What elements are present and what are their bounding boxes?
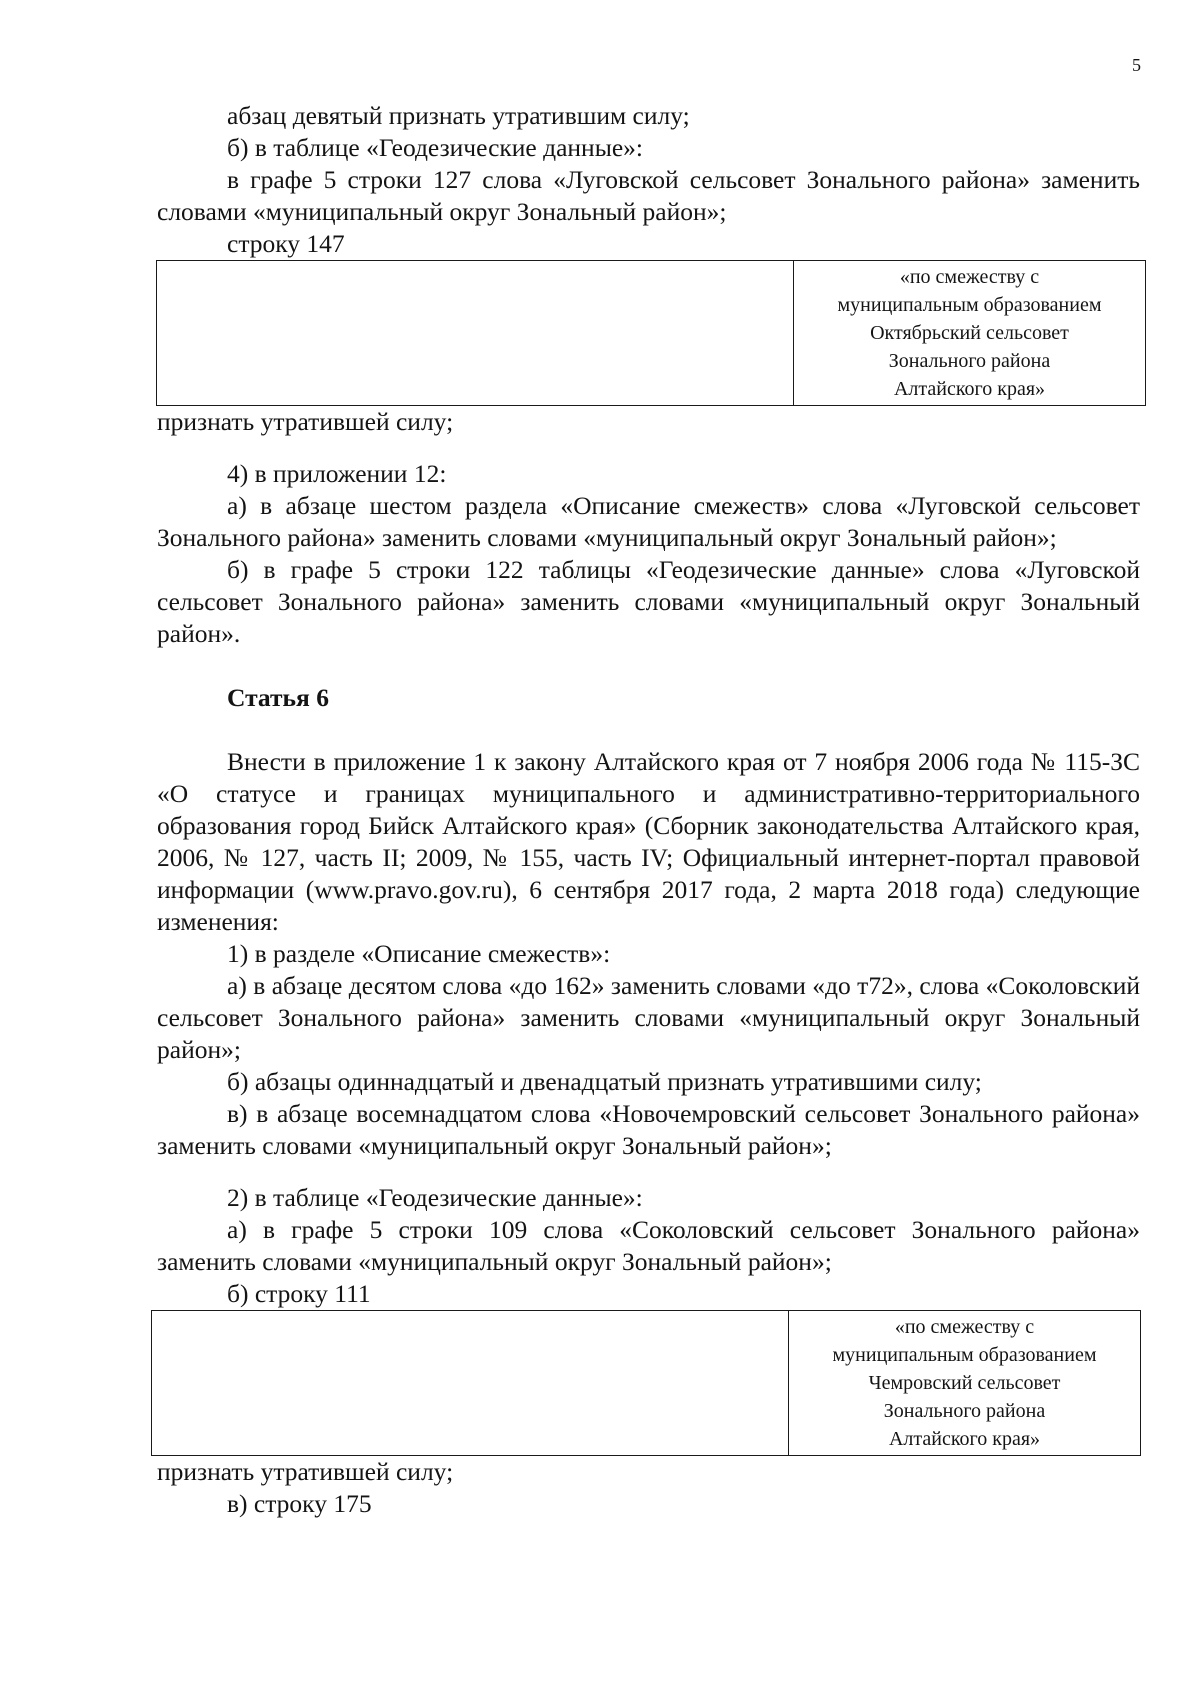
paragraph: Внести в приложение 1 к закону Алтайского края от 7 ноября 2006 года № 115-ЗС «О статусе и границах муниципального и административно-территориального образования город Бийск Алтайского края» (Сборник законодательства Алтайского края, 2006, № 127, часть II; 2009, № 155, часть IV; Официальный интернет-портал правовой информации (www.pravo.gov.ru), 6 сентября 2017 года, 2 марта 2018 года) следующие изменения:: [157, 747, 1140, 936]
table-cell-line: Зонального района: [888, 350, 1051, 372]
table-cell-line: муниципальным образованием: [837, 294, 1102, 316]
article-heading: Статья 6: [227, 683, 329, 712]
table-cell-adjacency: [794, 261, 1146, 406]
paragraph: 1) в разделе «Описание смежеств»:: [227, 939, 611, 968]
paragraph: а) в абзаце шестом раздела «Описание смежеств» слова «Луговской сельсовет Зонального района» заменить словами «муниципальный округ Зональный район»;: [157, 491, 1140, 552]
table-cell-line: Чемровский сельсовет: [868, 1372, 1061, 1394]
paragraph: 2) в таблице «Геодезические данные»:: [227, 1183, 643, 1212]
table-row-111: [151, 1310, 1141, 1456]
table-cell-line: Алтайского края»: [893, 378, 1046, 400]
paragraph: б) строку 111: [227, 1279, 371, 1308]
table-cell-line: Алтайского края»: [888, 1428, 1041, 1450]
table-cell-adjacency: [789, 1311, 1141, 1456]
page-number: 5: [1132, 55, 1141, 75]
table-cell-line: «по смежеству с: [894, 1316, 1035, 1338]
table-cell-line: «по смежеству с: [899, 266, 1040, 288]
paragraph: в) в абзаце восемнадцатом слова «Новочемровский сельсовет Зонального района» заменить словами «муниципальный округ Зональный район»;: [157, 1099, 1140, 1160]
table-cell-empty: [157, 261, 794, 406]
paragraph: 4) в приложении 12:: [227, 459, 447, 488]
paragraph: в) строку 175: [227, 1489, 372, 1518]
table-cell-line: муниципальным образованием: [832, 1344, 1097, 1366]
paragraph: в графе 5 строки 127 слова «Луговской сельсовет Зонального района» заменить словами «муниципальный округ Зональный район»;: [157, 165, 1140, 226]
table-cell-line: Октябрьский сельсовет: [870, 322, 1069, 344]
paragraph: а) в абзаце десятом слова «до 162» заменить словами «до т72», слова «Соколовский сельсовет Зонального района» заменить словами «муниципальный округ Зональный район»;: [157, 971, 1140, 1064]
paragraph: признать утратившей силу;: [157, 1457, 454, 1486]
paragraph: б) в таблице «Геодезические данные»:: [227, 133, 643, 162]
document-body: [157, 100, 1140, 1520]
paragraph: строку 147: [227, 229, 345, 258]
paragraph: абзац девятый признать утратившим силу;: [227, 101, 690, 130]
table-row-147: [156, 260, 1146, 406]
paragraph: признать утратившей силу;: [157, 407, 454, 436]
table-cell-line: Зонального района: [883, 1400, 1046, 1422]
paragraph: а) в графе 5 строки 109 слова «Соколовский сельсовет Зонального района» заменить словами «муниципальный округ Зональный район»;: [157, 1215, 1140, 1276]
table-cell-empty: [152, 1311, 789, 1456]
paragraph: б) в графе 5 строки 122 таблицы «Геодезические данные» слова «Луговской сельсовет Зонального района» заменить словами «муниципальный округ Зональный район».: [157, 555, 1140, 648]
paragraph: б) абзацы одиннадцатый и двенадцатый признать утратившими силу;: [227, 1067, 982, 1096]
